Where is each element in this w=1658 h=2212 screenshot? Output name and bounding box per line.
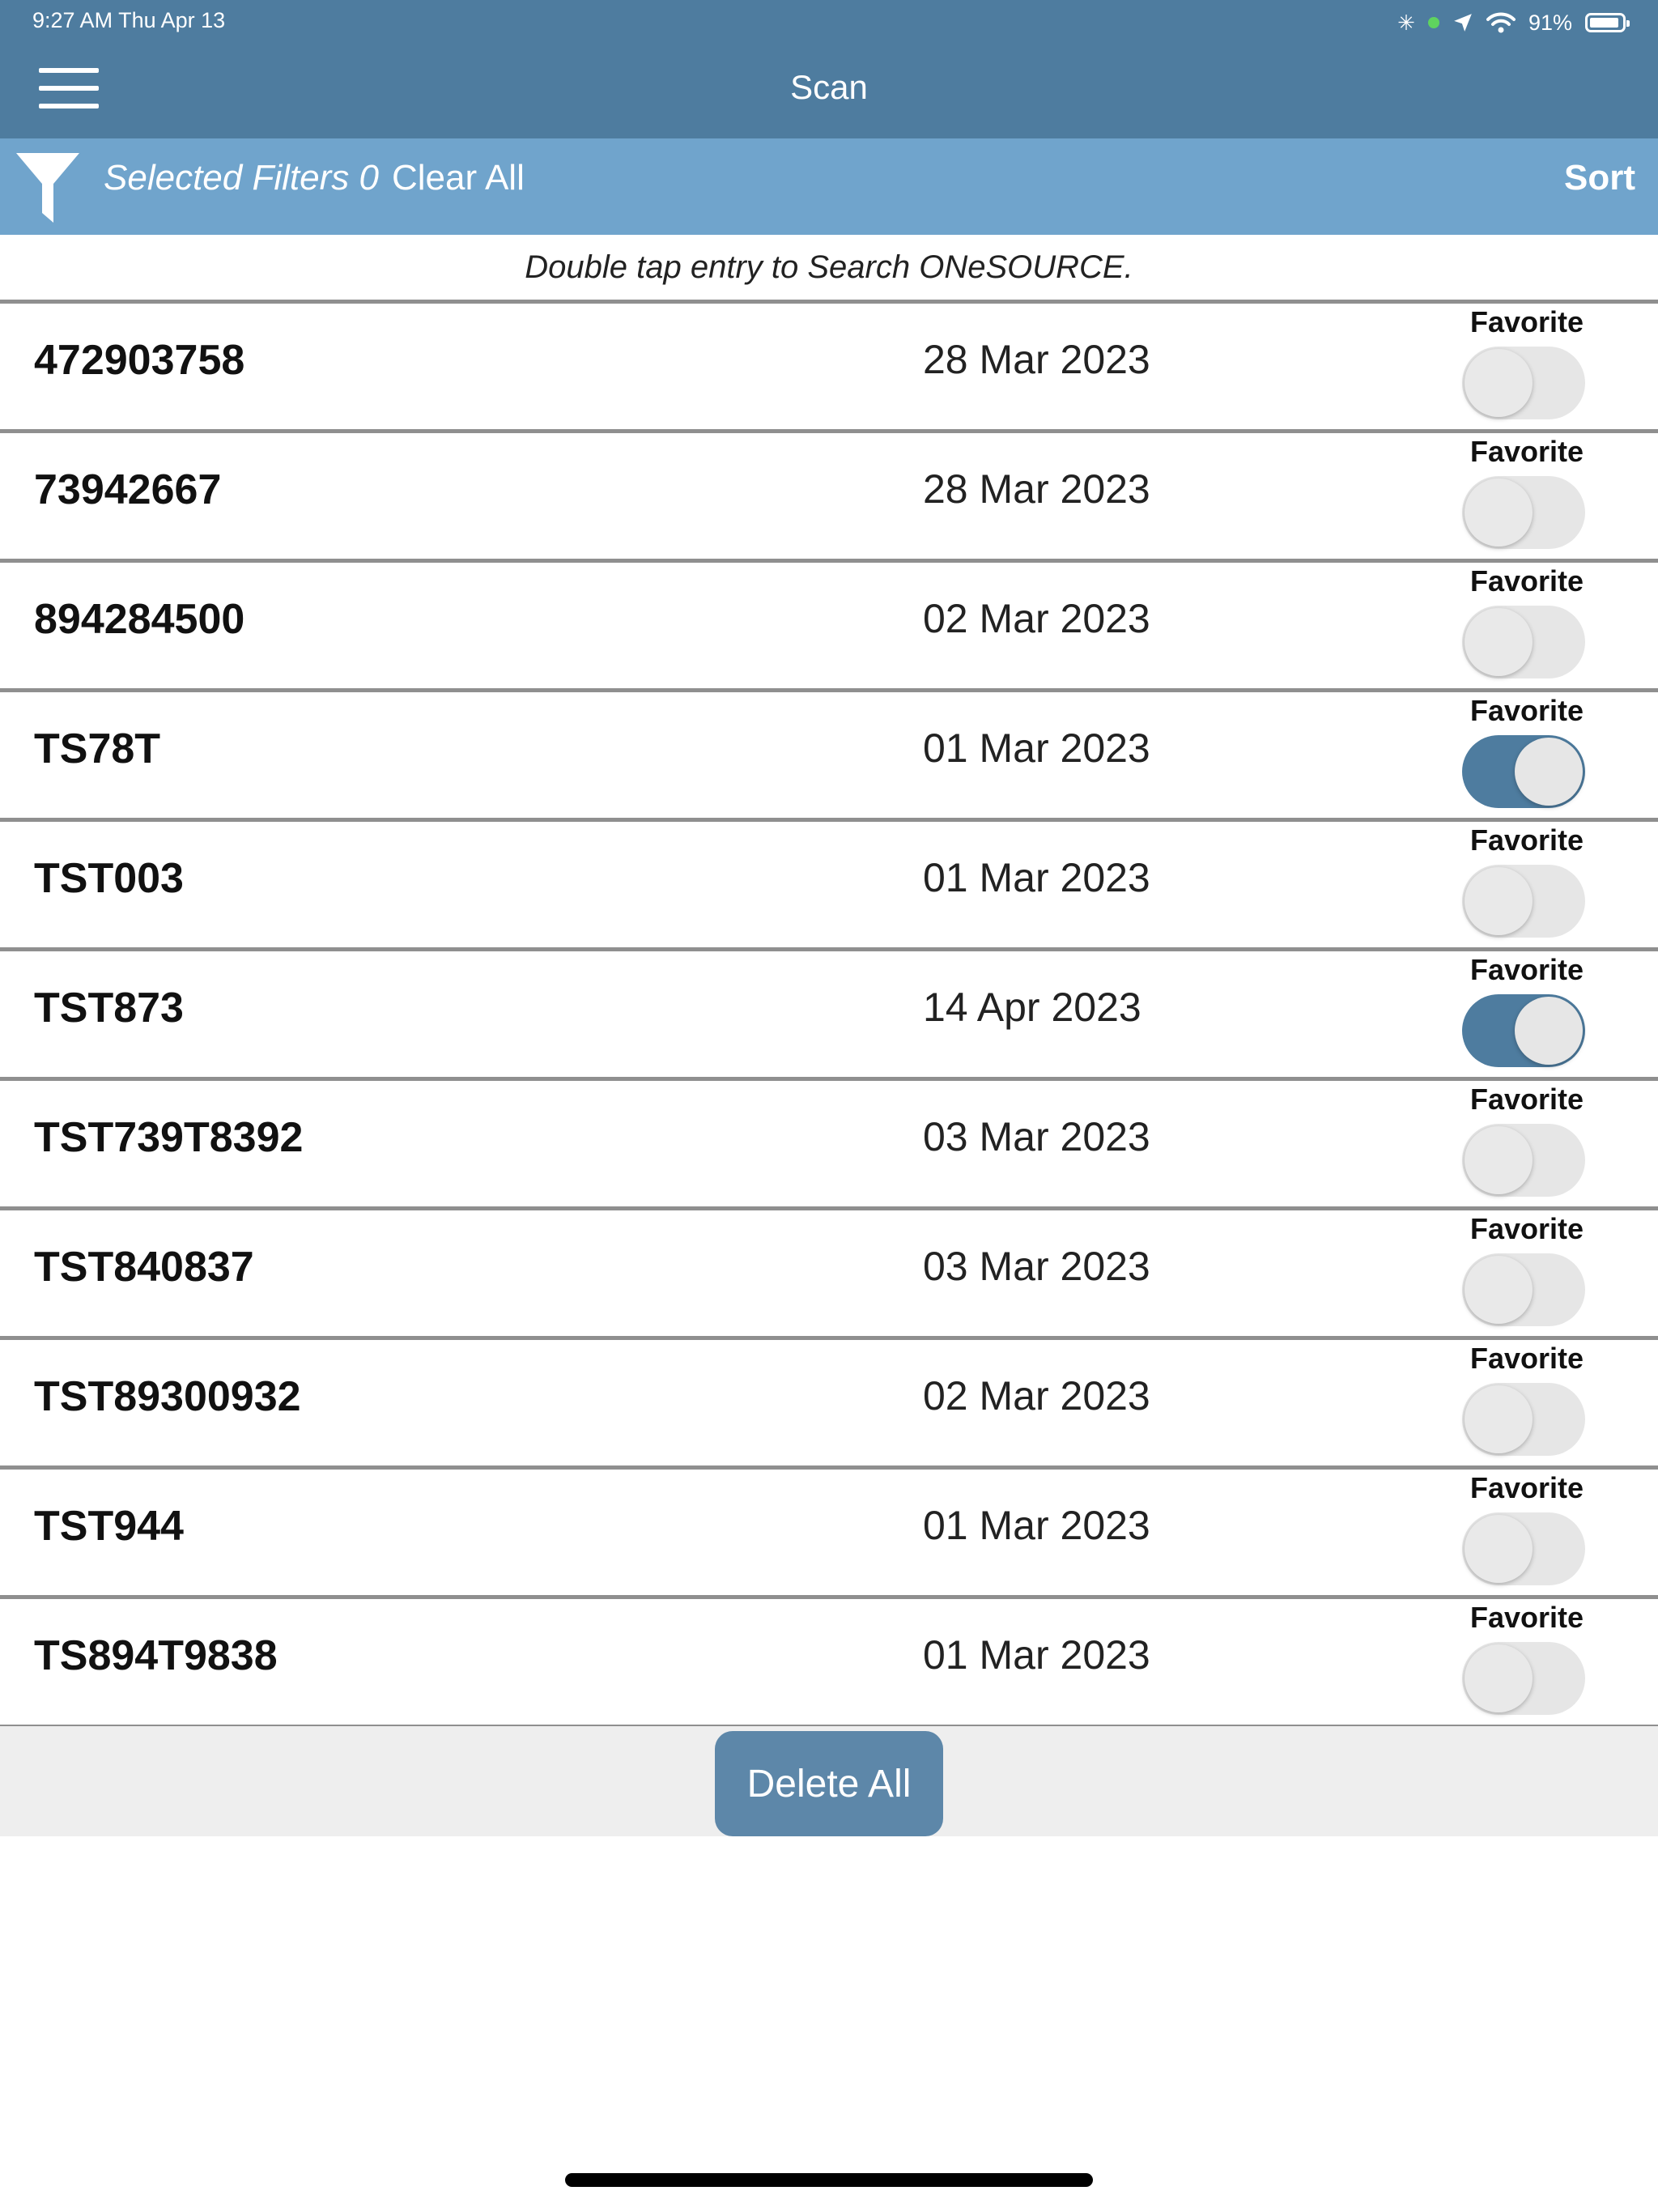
favorite-toggle[interactable] — [1462, 735, 1585, 808]
item-date: 01 Mar 2023 — [923, 855, 1150, 900]
scan-list — [0, 300, 1658, 1729]
favorite-toggle[interactable] — [1462, 865, 1585, 938]
toggle-knob — [1465, 867, 1533, 935]
filter-bar — [0, 138, 1658, 235]
item-id: TST840837 — [34, 1244, 254, 1291]
favorite-toggle[interactable] — [1462, 994, 1585, 1067]
favorite-label: Favorite — [1470, 1083, 1584, 1116]
favorite-toggle[interactable] — [1462, 347, 1585, 419]
list-item[interactable] — [0, 947, 1658, 1077]
sort-button[interactable]: Sort — [1564, 158, 1635, 198]
page-title: Scan — [790, 68, 868, 106]
list-item[interactable] — [0, 1465, 1658, 1595]
item-id: 894284500 — [34, 596, 245, 643]
item-id: TST873 — [34, 985, 184, 1032]
filter-funnel-icon[interactable] — [15, 150, 81, 224]
item-id: TST003 — [34, 855, 184, 902]
item-id: 472903758 — [34, 337, 245, 384]
toggle-knob — [1515, 738, 1583, 806]
favorite-label: Favorite — [1470, 1471, 1584, 1504]
clear-all-button[interactable]: Clear All — [392, 158, 525, 198]
item-id: TS894T9838 — [34, 1632, 278, 1679]
toggle-knob — [1465, 349, 1533, 417]
battery-icon — [1585, 13, 1626, 32]
location-arrow-icon — [1452, 12, 1473, 33]
favorite-toggle[interactable] — [1462, 1253, 1585, 1326]
favorite-label: Favorite — [1470, 694, 1584, 727]
wifi-icon — [1486, 11, 1516, 34]
activity-icon: ✳ — [1397, 10, 1415, 35]
app-header — [0, 0, 1658, 138]
favorite-toggle[interactable] — [1462, 606, 1585, 678]
toggle-knob — [1465, 1385, 1533, 1453]
camera-indicator-icon — [1428, 17, 1439, 28]
list-item[interactable] — [0, 429, 1658, 559]
list-item[interactable] — [0, 1336, 1658, 1465]
favorite-label: Favorite — [1470, 1601, 1584, 1634]
favorite-label: Favorite — [1470, 953, 1584, 986]
item-id: TST89300932 — [34, 1373, 301, 1420]
list-item[interactable] — [0, 818, 1658, 947]
favorite-toggle[interactable] — [1462, 1512, 1585, 1585]
search-hint: Double tap entry to Search ONeSOURCE. — [525, 249, 1133, 285]
favorite-label: Favorite — [1470, 1212, 1584, 1245]
item-id: TST739T8392 — [34, 1114, 304, 1161]
item-date: 01 Mar 2023 — [923, 1632, 1150, 1678]
item-date: 01 Mar 2023 — [923, 1503, 1150, 1548]
selected-filters-label: Selected Filters 0 — [104, 158, 379, 198]
favorite-toggle[interactable] — [1462, 1642, 1585, 1715]
item-date: 02 Mar 2023 — [923, 1373, 1150, 1419]
list-item[interactable] — [0, 559, 1658, 688]
list-item[interactable] — [0, 300, 1658, 429]
item-date: 03 Mar 2023 — [923, 1114, 1150, 1159]
status-icons — [1397, 6, 1626, 39]
favorite-label: Favorite — [1470, 1342, 1584, 1375]
item-id: TST944 — [34, 1503, 184, 1550]
item-id: 73942667 — [34, 466, 222, 513]
toggle-knob — [1465, 1644, 1533, 1712]
favorite-label: Favorite — [1470, 305, 1584, 338]
toggle-knob — [1515, 997, 1583, 1065]
toggle-knob — [1465, 1515, 1533, 1583]
list-item[interactable] — [0, 1206, 1658, 1336]
toggle-knob — [1465, 1256, 1533, 1324]
list-item[interactable] — [0, 1595, 1658, 1729]
item-date: 01 Mar 2023 — [923, 725, 1150, 771]
delete-all-button[interactable]: Delete All — [715, 1731, 943, 1836]
battery-percent: 91% — [1528, 10, 1572, 35]
favorite-label: Favorite — [1470, 823, 1584, 857]
list-item[interactable] — [0, 688, 1658, 818]
item-date: 14 Apr 2023 — [923, 985, 1141, 1030]
item-date: 28 Mar 2023 — [923, 337, 1150, 382]
bottom-bar — [0, 1726, 1658, 1836]
item-date: 02 Mar 2023 — [923, 596, 1150, 641]
item-date: 28 Mar 2023 — [923, 466, 1150, 512]
item-date: 03 Mar 2023 — [923, 1244, 1150, 1289]
list-item[interactable] — [0, 1077, 1658, 1206]
item-id: TS78T — [34, 725, 161, 772]
home-indicator — [565, 2173, 1093, 2187]
favorite-label: Favorite — [1470, 564, 1584, 598]
favorite-toggle[interactable] — [1462, 1124, 1585, 1197]
toggle-knob — [1465, 608, 1533, 676]
favorite-label: Favorite — [1470, 435, 1584, 468]
toggle-knob — [1465, 479, 1533, 547]
toggle-knob — [1465, 1126, 1533, 1194]
favorite-toggle[interactable] — [1462, 1383, 1585, 1456]
favorite-toggle[interactable] — [1462, 476, 1585, 549]
status-time: 9:27 AM Thu Apr 13 — [32, 8, 226, 32]
